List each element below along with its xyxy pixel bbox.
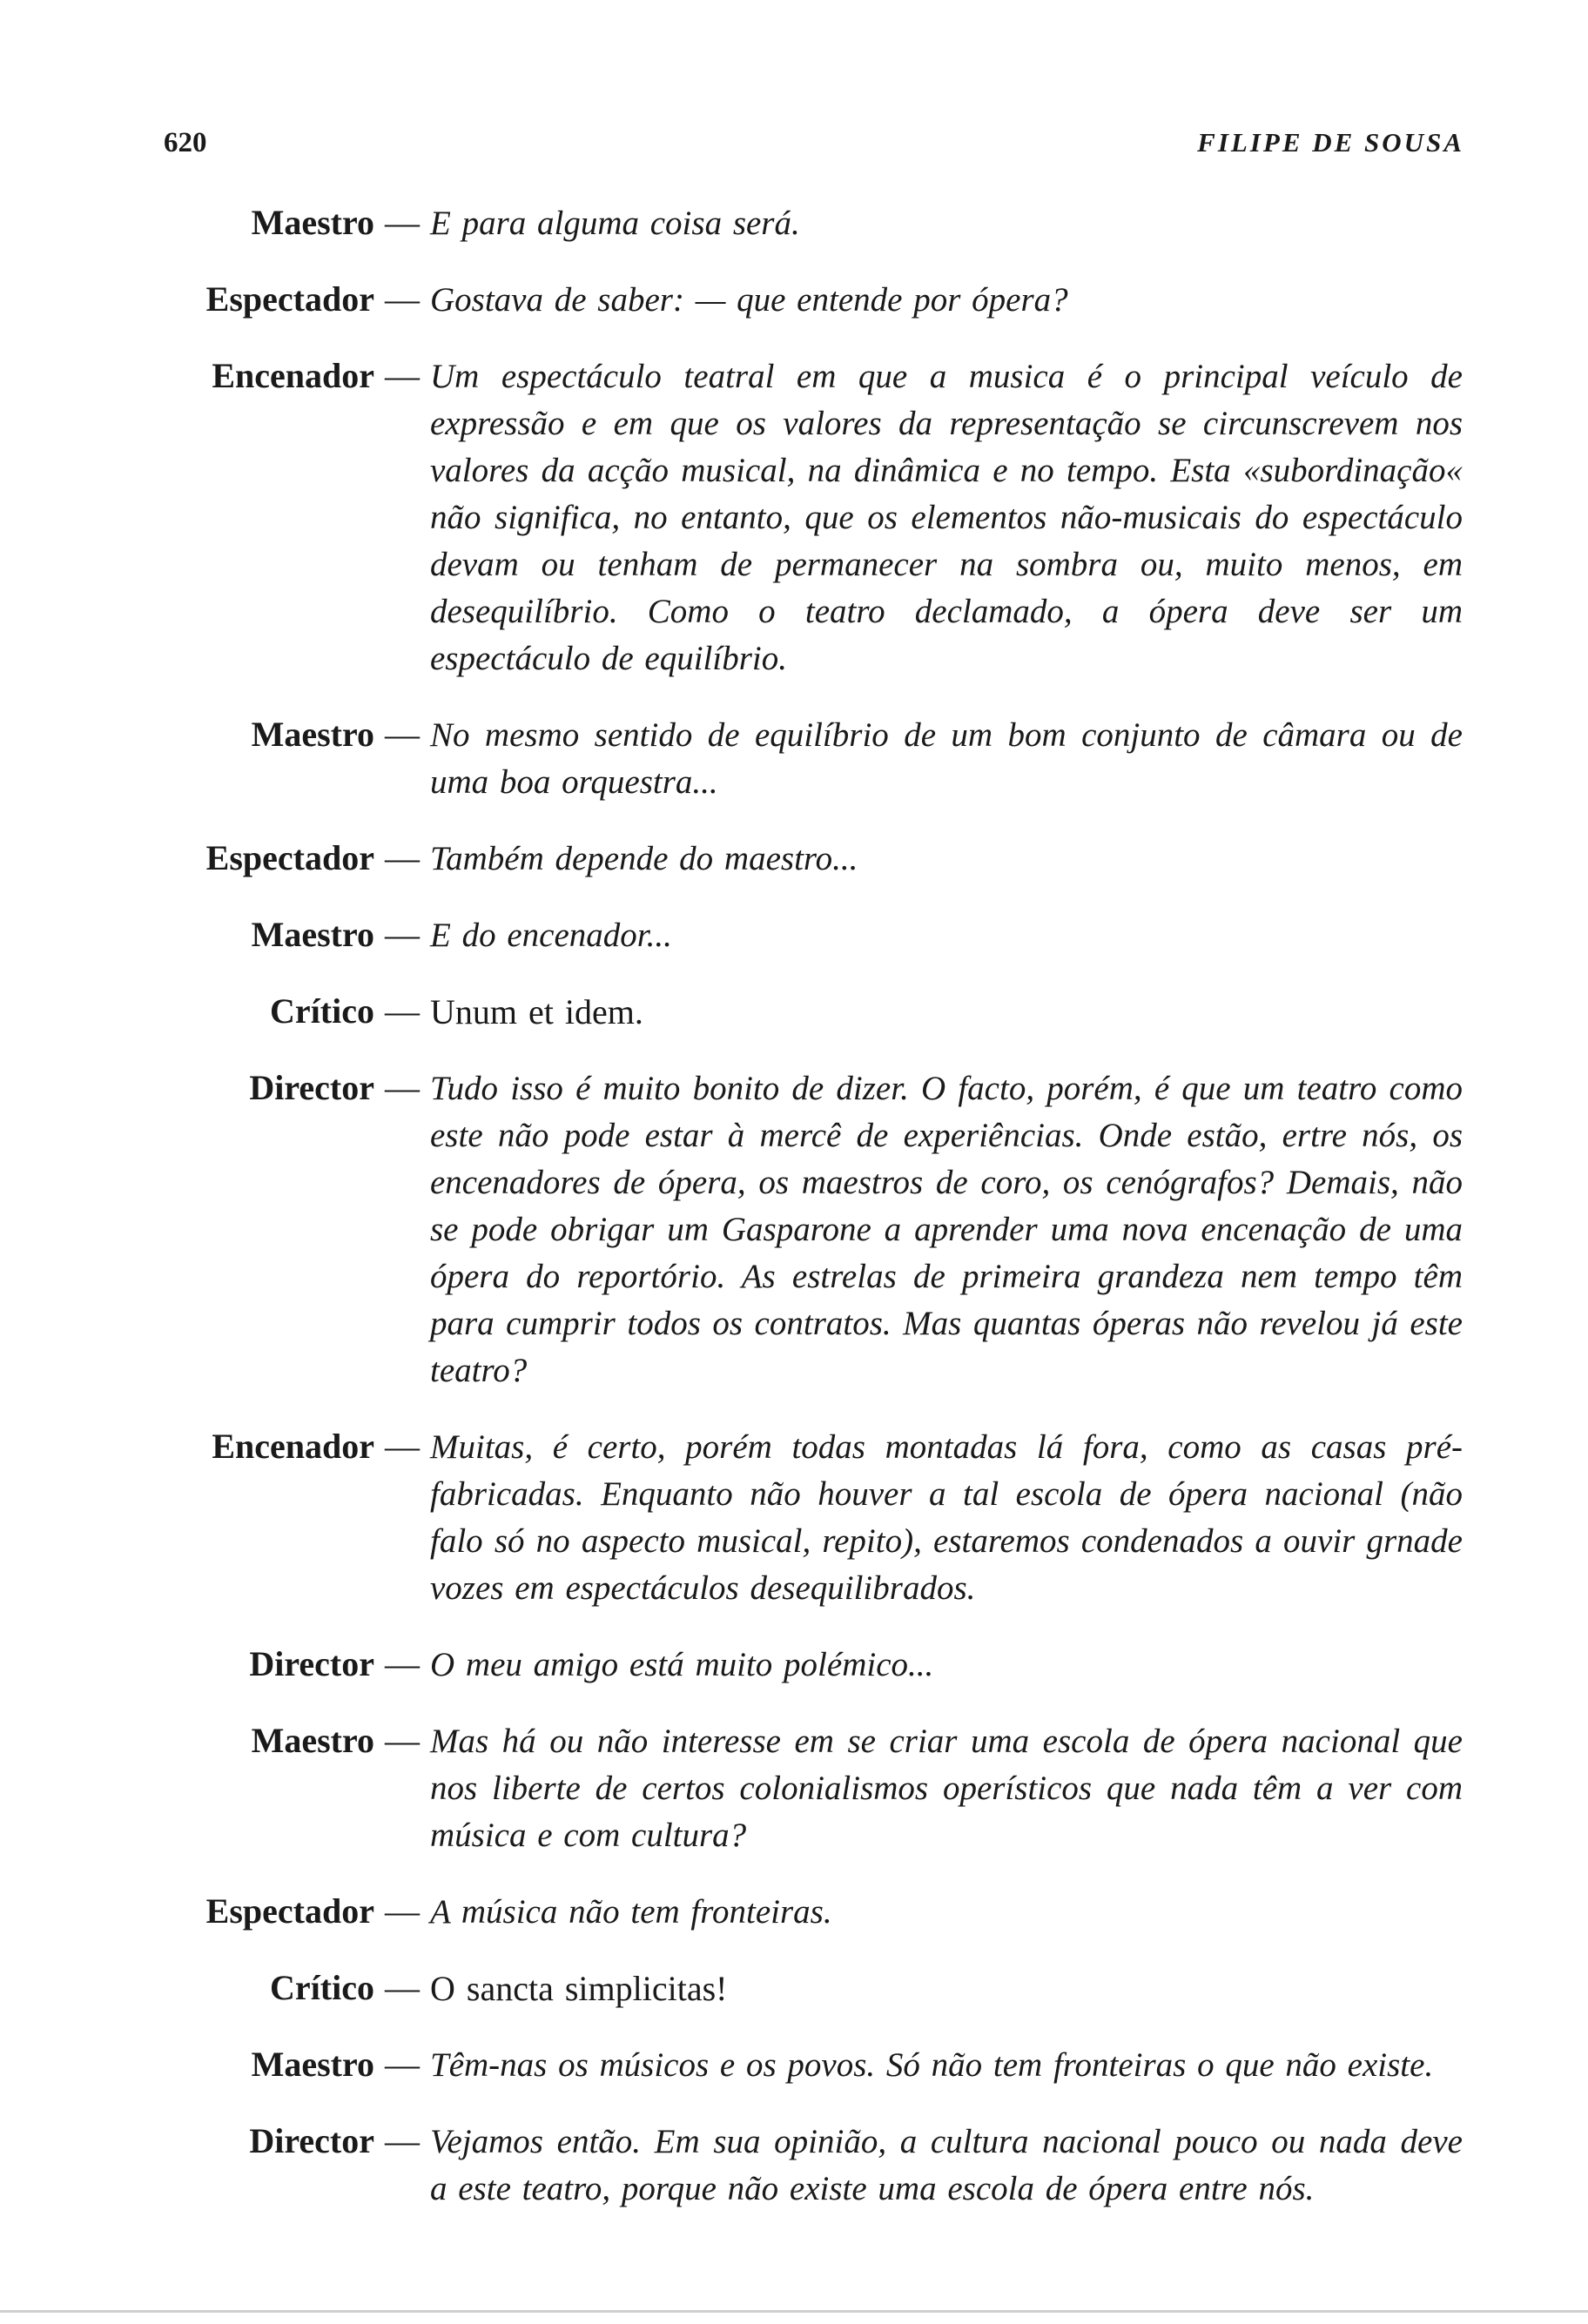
speech-text: Unum et idem. <box>430 992 643 1031</box>
running-head: FILIPE DE SOUSA <box>1197 127 1464 158</box>
speaker-name: Espectador <box>205 838 374 877</box>
dash: — <box>385 715 420 754</box>
speaker-name: Director <box>249 1644 374 1683</box>
speaker-name: Espectador <box>205 279 374 319</box>
dialogue-entry <box>0 912 1588 959</box>
speaker-name: Encenador <box>212 1427 374 1466</box>
dash: — <box>385 991 420 1031</box>
speaker-name: Crítico <box>270 1968 374 2007</box>
speaker-name: Director <box>249 2121 374 2160</box>
speech-text: E para alguma coisa será. <box>430 205 800 242</box>
dash: — <box>385 838 420 877</box>
dialogue-entry <box>0 277 1588 324</box>
dialogue-entry <box>0 1642 1588 1689</box>
speaker-name: Director <box>249 1068 374 1107</box>
speech-text: E do encenador... <box>430 917 672 954</box>
dash: — <box>385 1968 420 2007</box>
speech-text: O meu amigo está muito polémico... <box>430 1646 934 1683</box>
speech-text: No mesmo sentido de equilíbrio de um bom conjunto de câmara ou de uma boa orquestra... <box>430 716 1463 801</box>
speaker-name: Maestro <box>251 203 374 242</box>
speech-text: Gostava de saber: — que entende por ópera? <box>430 281 1068 319</box>
dialogue-entry <box>0 2042 1588 2089</box>
dialogue-entry <box>0 200 1588 247</box>
dialogue-entry <box>0 1424 1588 1612</box>
dash: — <box>385 203 420 242</box>
dialogue-entry <box>0 1965 1588 2012</box>
bottom-scan-edge <box>0 2310 1588 2313</box>
dash: — <box>385 1721 420 1760</box>
speaker-name: Encenador <box>212 356 374 395</box>
speech-text: Vejamos então. Em sua opinião, a cultura nacional pouco ou nada deve a este teatro, porque não existe uma escola de ópera entre nós. <box>430 2123 1463 2207</box>
speech-text: Muitas, é certo, porém todas montadas lá fora, como as casas pré-fabricadas. Enquanto não houver a tal escola de ópera nacional (não falo só no aspecto musical, repito), estaremos condenados a ouvir grnade vozes em espectáculos desequilibrados. <box>430 1428 1463 1607</box>
speaker-name: Maestro <box>251 915 374 954</box>
speech-text: Um espectáculo teatral em que a musica é o principal veículo de expressão e em que os valores da representação se circunscrevem nos valores da acção musical, na dinâmica e no tempo. Esta «subordinação« não significa, no entanto, que os elementos não-musicais do espectáculo devam ou tenham de permanecer na sombra ou, muito menos, em desequilíbrio. Como o teatro declamado, a ópera deve ser um espectáculo de equilíbrio. <box>430 358 1463 677</box>
dialogue-entry <box>0 1065 1588 1394</box>
speech-text: O sancta simplicitas! <box>430 1969 728 2008</box>
speech-text: A música não tem fronteiras. <box>430 1893 832 1931</box>
dialogue-entry <box>0 989 1588 1036</box>
dash: — <box>385 1891 420 1931</box>
page-header <box>164 127 1464 162</box>
dialogue-entry <box>0 1718 1588 1859</box>
dialogue-entry <box>0 353 1588 682</box>
dash: — <box>385 1644 420 1683</box>
dash: — <box>385 2121 420 2160</box>
speech-text: Tudo isso é muito bonito de dizer. O facto, porém, é que um teatro como este não pode estar à mercê de experiências. Onde estão, ertre nós, os encenadores de ópera, os maestros de coro, os cenógrafos? Demais, não se pode obrigar um Gasparone a aprender uma nova encenação de uma ópera do reportório. As estrelas de primeira grandeza nem tempo têm para cumprir todos os contratos. Mas quantas óperas não revelou já este teatro? <box>430 1070 1463 1389</box>
speech-text: Também depende do maestro... <box>430 840 858 877</box>
speech-text: Têm-nas os músicos e os povos. Só não tem fronteiras o que não existe. <box>430 2046 1434 2084</box>
dialogue-entry <box>0 712 1588 806</box>
speaker-name: Maestro <box>251 1721 374 1760</box>
dash: — <box>385 1068 420 1107</box>
speaker-name: Espectador <box>205 1891 374 1931</box>
dialogue-entry <box>0 2119 1588 2213</box>
speech-text: Mas há ou não interesse em se criar uma escola de ópera nacional que nos liberte de certos colonialismos operísticos que nada têm a ver com música e com cultura? <box>430 1723 1463 1854</box>
dash: — <box>385 2045 420 2084</box>
dash: — <box>385 356 420 395</box>
dialogue-entry <box>0 836 1588 883</box>
dialogue <box>0 200 1588 2242</box>
dash: — <box>385 915 420 954</box>
speaker-name: Crítico <box>270 991 374 1031</box>
page-number: 620 <box>164 127 207 158</box>
speaker-name: Maestro <box>251 715 374 754</box>
dash: — <box>385 279 420 319</box>
dialogue-entry <box>0 1889 1588 1936</box>
dash: — <box>385 1427 420 1466</box>
speaker-name: Maestro <box>251 2045 374 2084</box>
